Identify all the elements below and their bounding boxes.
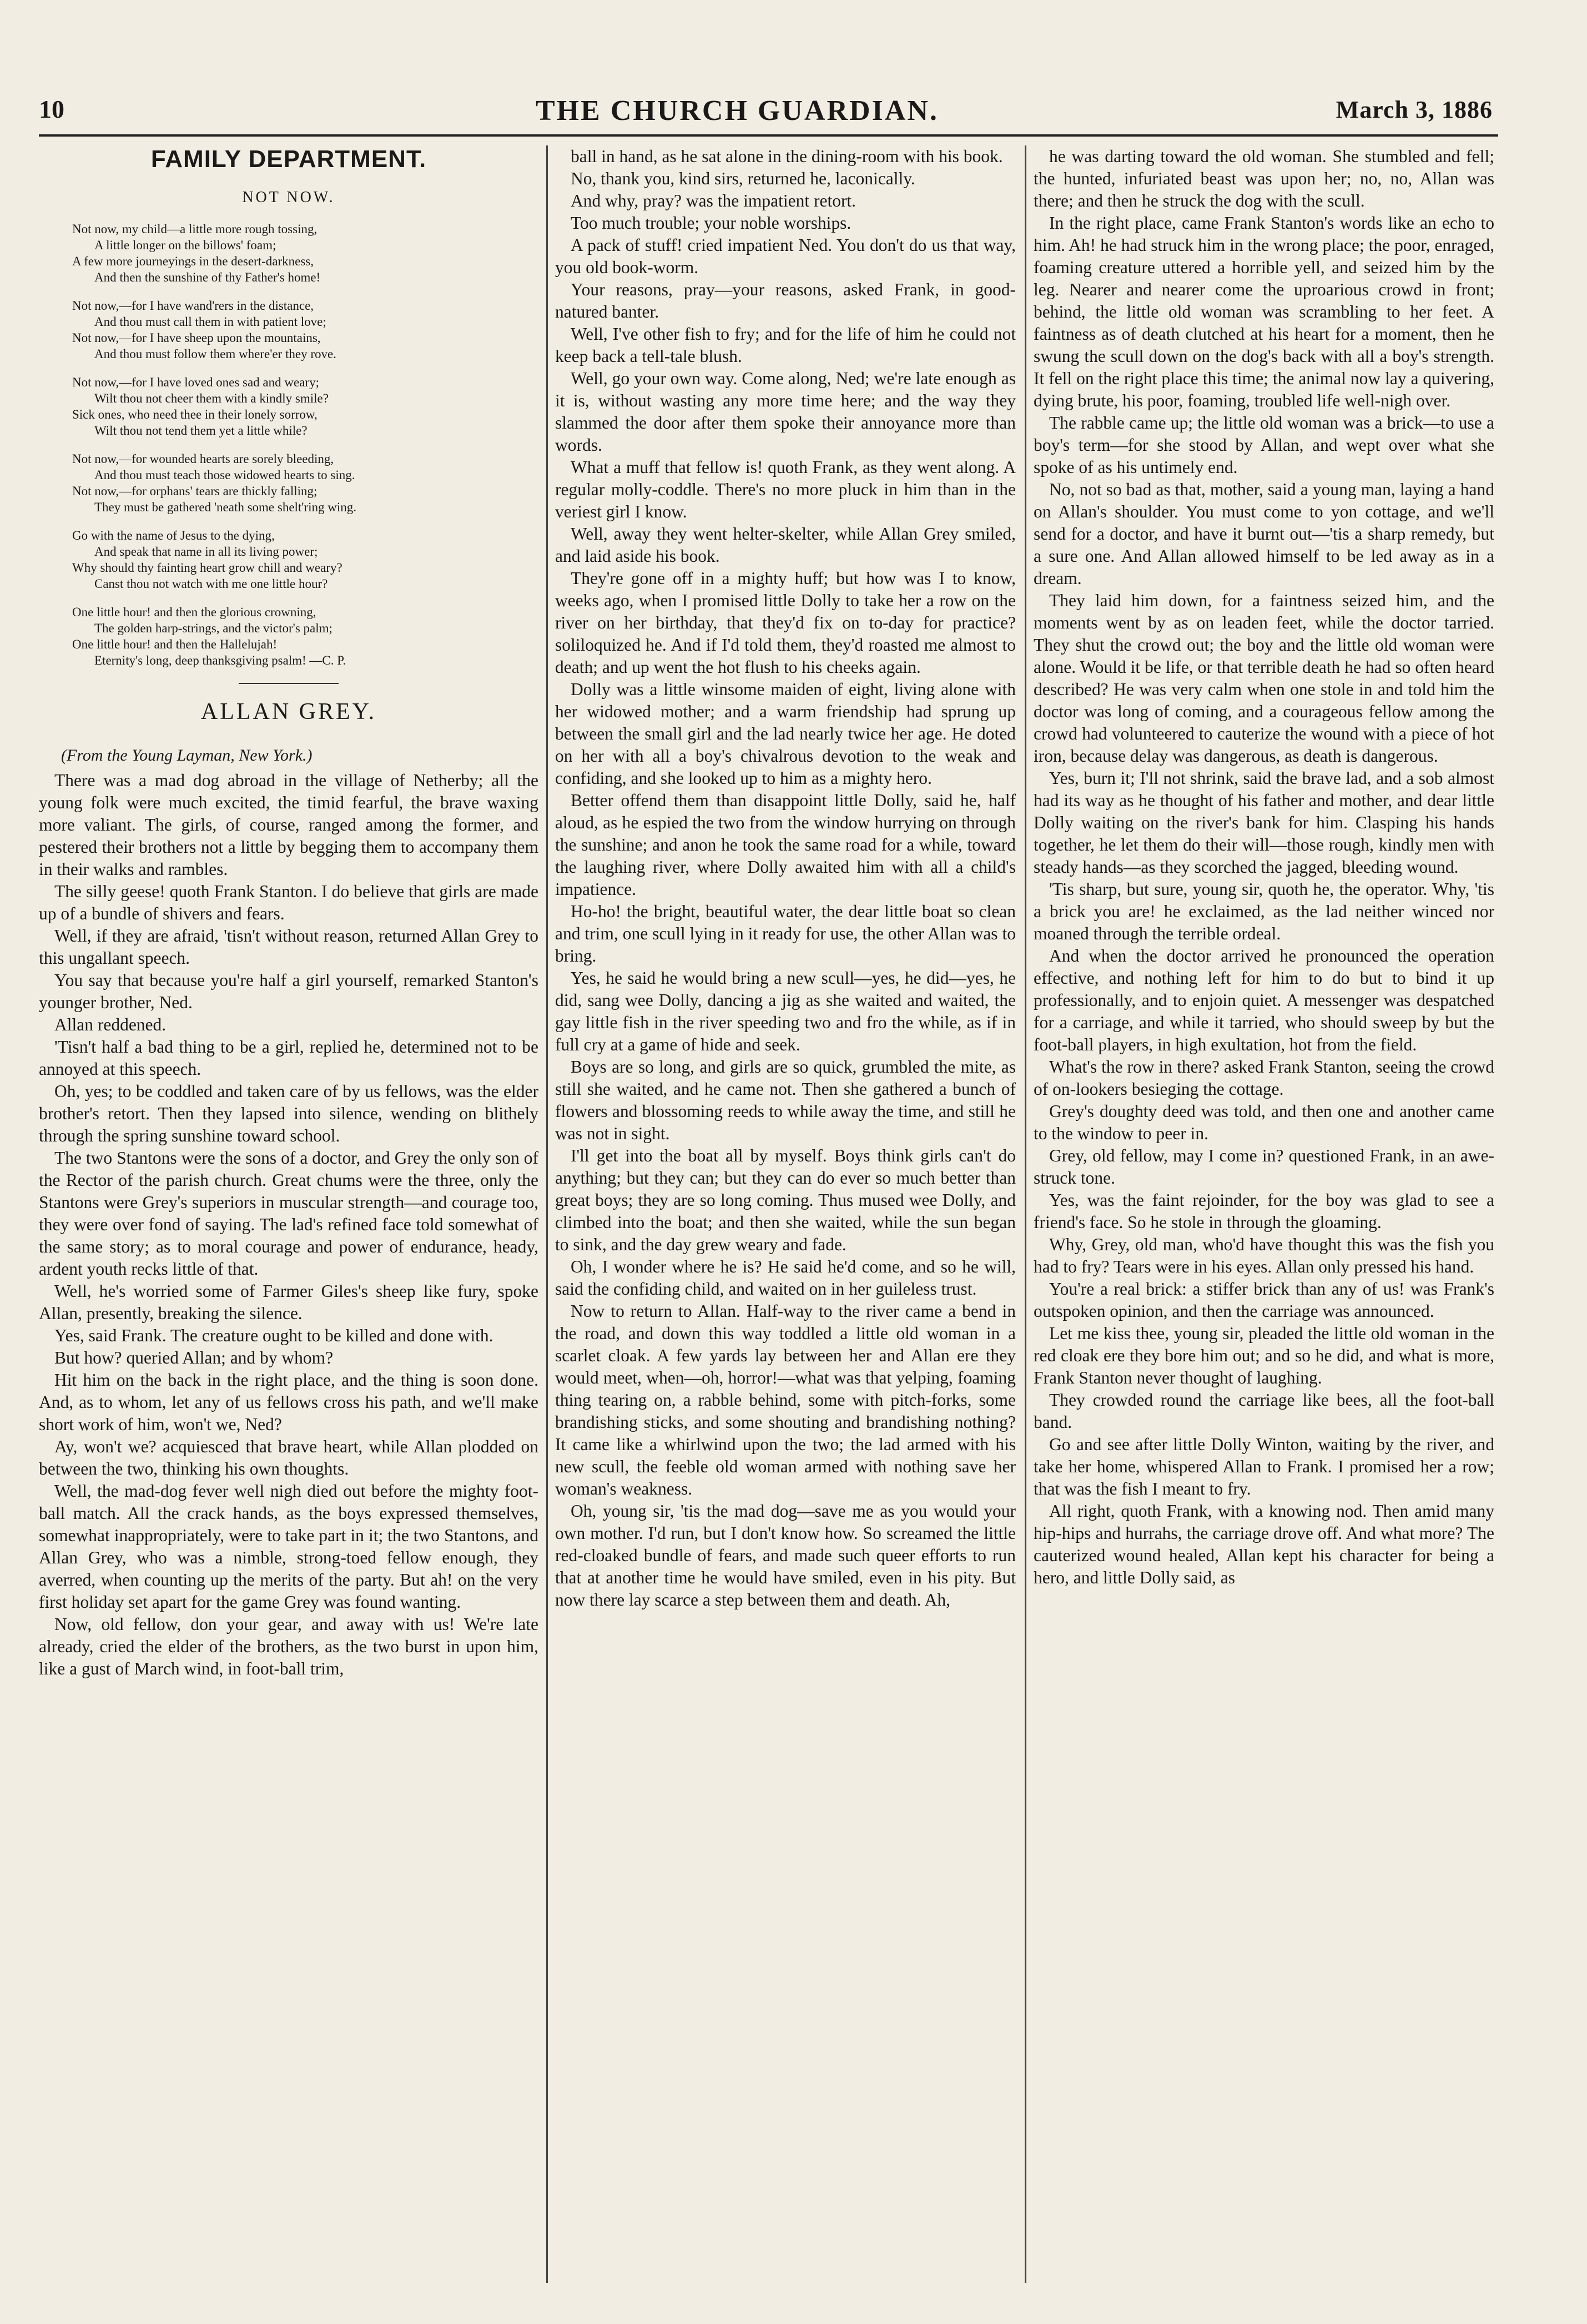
poem-line: Wilt thou not tend them yet a little while? xyxy=(94,424,308,437)
story-paragraph: Yes, burn it; I'll not shrink, said the brave lad, and a sob almost had its way as he thought of his father and mother, and dear little Dolly waiting on the river's bank for him. Clasping his hands together, he let them do their will—those rough, kindly men with steady hands—as they scorched the jagged, bleeding wound. xyxy=(1034,768,1494,877)
column-divider xyxy=(1025,145,1026,2283)
story-paragraph: Well, I've other fish to fry; and for the life of him he could not keep back a tell-tale blush. xyxy=(555,324,1016,366)
poem-line: Not now,—for orphans' tears are thickly falling; xyxy=(72,484,318,498)
masthead xyxy=(50,22,1493,105)
poem-line: And speak that name in all its living power; xyxy=(94,545,318,559)
story-paragraph: Ho-ho! the bright, beautiful water, the dear little boat so clean and trim, one scull lying in it ready for use, the other Allan was to bring. xyxy=(555,902,1016,965)
poem-stanza xyxy=(72,374,538,439)
column-1 xyxy=(39,145,538,2283)
story-paragraph: They're gone off in a mighty huff; but how was I to know, weeks ago, when I promised little Dolly to take her a row on the river on her birthday, that they'd fix on to-day for practice? soliloquized he. And if I'd told them, they'd roasted me almost to death; and up went the hot flush to his cheeks again. xyxy=(555,569,1016,677)
story-paragraph: Well, the mad-dog fever well nigh died out before the mighty foot-ball match. All the crack hands, as the boys expressed themselves, somewhat inappropriately, were to take part in it; the two Stantons, and Allan Grey, who was a nimble, strong-toed fellow enough, they averred, when counting up the merits of the party. But ah! on the very first holiday set apart for the game Grey was found wanting. xyxy=(39,1481,538,1612)
story-paragraph: They crowded round the carriage like bees, all the foot-ball band. xyxy=(1034,1390,1494,1432)
section-heading: FAMILY DEPARTMENT. xyxy=(150,145,427,173)
story-paragraph: And why, pray? was the impatient retort. xyxy=(571,191,857,210)
poem-line: The golden harp-strings, and the victor's palm; xyxy=(94,621,332,635)
story-paragraph: Well, away they went helter-skelter, while Allan Grey smiled, and laid aside his book. xyxy=(555,524,1016,566)
story-paragraph: ball in hand, as he sat alone in the dining-room with his book. xyxy=(571,147,1003,166)
story-paragraph: A pack of stuff! cried impatient Ned. You don't do us that way, you old book-worm. xyxy=(555,235,1016,277)
story-paragraph: Well, go your own way. Come along, Ned; we're late enough as it is, without wasting any more time here; and the way they slammed the door after them spoke their annoyance more than words. xyxy=(555,369,1016,455)
paper-title: THE CHURCH GUARDIAN. xyxy=(536,95,939,127)
header-rule xyxy=(39,134,1498,137)
story-paragraph: Dolly was a little winsome maiden of eight, living alone with her widowed mother; and a warm friendship had sprung up between the small girl and the lad nearly twice her age. He doted on her with all a boy's chivalrous devotion to the weak and confiding, and she looked up to him as a mighty hero. xyxy=(555,680,1016,788)
poem-line: Go with the name of Jesus to the dying, xyxy=(72,529,275,542)
poem xyxy=(39,221,538,668)
story-paragraph: What's the row in there? asked Frank Stanton, seeing the crowd of on-lookers besieging the cottage. xyxy=(1034,1057,1494,1099)
story-paragraph: I'll get into the boat all by myself. Boys think girls can't do anything; but they can; but they can do ever so much better than great boys; they are so long coming. Thus mused wee Dolly, and climbed into the boat; and then she waited, while the sun began to sink, and the day grew weary and fade. xyxy=(555,1146,1016,1254)
story-paragraph: No, thank you, kind sirs, returned he, laconically. xyxy=(571,169,915,188)
poem-line: Not now, my child—a little more rough tossing, xyxy=(72,222,318,236)
story-paragraph: he was darting toward the old woman. She stumbled and fell; the hunted, infuriated beast was upon her; no, no, Allan was there; and then he struck the dog with the scull. xyxy=(1034,147,1494,210)
story-text-col1 xyxy=(39,769,538,1680)
column-2 xyxy=(555,145,1016,2283)
story-paragraph: In the right place, came Frank Stanton's words like an echo to him. Ah! he had struck him in the wrong place; the poor, enraged, foaming creature uttered a horrible yell, and seized him by the leg. Nearer and nearer come the uproarious crowd in front; behind, the little old woman was scrambling to her feet. A faintness as of death clutched at his heart for a moment, then he swung the scull down on the dog's back with all a boy's strength. It fell on the right place this time; the animal now lay a quivering, dying brute, his poor, foaming, troubled life well-nigh over. xyxy=(1034,213,1494,410)
story-paragraph: No, not so bad as that, mother, said a young man, laying a hand on Allan's shoulder. You must come to yon cottage, and we'll send for a doctor, and have it burnt out—'tis a sharp remedy, but a sure one. And Allan allowed himself to be led away as in a dream. xyxy=(1034,480,1494,588)
story-paragraph: Oh, young sir, 'tis the mad dog—save me as you would your own mother. I'd run, but I don't know how. So screamed the little red-cloaked bundle of fears, and made such queer efforts to run that at another time he would have smiled, even in his pity. But now there lay scarce a step between them and death. Ah, xyxy=(555,1501,1016,1609)
poem-stanza xyxy=(72,451,538,515)
poem-line: Wilt thou not cheer them with a kindly smile? xyxy=(94,391,329,405)
poem-line: Not now,—for I have loved ones sad and weary; xyxy=(72,375,319,389)
poem-line: And thou must follow them where'er they rove. xyxy=(94,347,336,361)
story-paragraph: Now, old fellow, don your gear, and away with us! We're late already, cried the elder of the brothers, as the two burst in upon him, like a gust of March wind, in foot-ball trim, xyxy=(39,1614,538,1678)
poem-line: And thou must call them in with patient love; xyxy=(94,315,326,329)
story-source: (From the Young Layman, New York.) xyxy=(61,746,313,764)
story-paragraph: And when the doctor arrived he pronounced the operation effective, and nothing left for him to do but to bind it up professionally, and to enjoin quiet. A messenger was despatched for a carriage, and while it tarried, who should sweep by but the foot-ball players, in high exultation, hot from the field. xyxy=(1034,946,1494,1054)
column-divider xyxy=(546,145,548,2283)
poem-line: Not now,—for I have sheep upon the mountains, xyxy=(72,331,321,345)
story-paragraph: But how? queried Allan; and by whom? xyxy=(54,1348,334,1367)
story-paragraph: Grey's doughty deed was told, and then one and another came to the window to peer in. xyxy=(1034,1101,1494,1143)
story-text-col2 xyxy=(555,145,1016,1611)
story-paragraph: Too much trouble; your noble worships. xyxy=(571,213,852,233)
poem-line: A few more journeyings in the desert-darkness, xyxy=(72,254,314,268)
poem-line: Why should thy fainting heart grow chill and weary? xyxy=(72,561,342,575)
story-paragraph: You say that because you're half a girl yourself, remarked Stanton's younger brother, Ned. xyxy=(39,970,538,1012)
divider xyxy=(239,683,339,684)
story-paragraph: Well, he's worried some of Farmer Giles's sheep like fury, spoke Allan, presently, breaking the silence. xyxy=(39,1281,538,1323)
page-number: 10 xyxy=(39,95,64,123)
poem-line: Not now,—for I have wand'rers in the distance, xyxy=(72,299,314,313)
poem-stanza xyxy=(72,527,538,592)
story-paragraph: Your reasons, pray—your reasons, asked Frank, in good-natured banter. xyxy=(555,280,1016,321)
poem-title: NOT NOW. xyxy=(242,189,335,206)
story-paragraph: Yes, said Frank. The creature ought to be killed and done with. xyxy=(54,1326,493,1345)
story-paragraph: All right, quoth Frank, with a knowing nod. Then amid many hip-hips and hurrahs, the carriage drove off. And what more? The cauterized wound healed, Allan kept his character for being a hero, and little Dolly said, as xyxy=(1034,1501,1494,1587)
story-paragraph: Allan reddened. xyxy=(54,1015,167,1034)
poem-line: Canst thou not watch with me one little hour? xyxy=(94,577,328,591)
story-paragraph: Go and see after little Dolly Winton, waiting by the river, and take her home, whispered Allan to Frank. I promised her a row; that was the fish I meant to fry. xyxy=(1034,1435,1494,1498)
poem-line: And thou must teach those widowed hearts to sing. xyxy=(94,468,355,482)
story-paragraph: The silly geese! quoth Frank Stanton. I do believe that girls are made up of a bundle of shivers and fears. xyxy=(39,882,538,923)
poem-line: And then the sunshine of thy Father's home! xyxy=(94,270,321,284)
story-paragraph: Let me kiss thee, young sir, pleaded the little old woman in the red cloak ere they bore him out; and so he did, and what is more, Frank Stanton never thought of laughing. xyxy=(1034,1324,1494,1387)
poem-stanza xyxy=(72,221,538,285)
poem-line: They must be gathered 'neath some shelt'ring wing. xyxy=(94,500,357,514)
story-paragraph: The rabble came up; the little old woman was a brick—to use a boy's term—for she stood by Allan, and wept over what she spoke of as his untimely end. xyxy=(1034,413,1494,477)
story-paragraph: Boys are so long, and girls are so quick, grumbled the mite, as still she waited, and he came not. Then she gathered a bunch of flowers and blossoming reeds to while away the time, and still he was not in sight. xyxy=(555,1057,1016,1143)
story-paragraph: Yes, was the faint rejoinder, for the boy was glad to see a friend's face. So he stole in through the gloaming. xyxy=(1034,1190,1494,1232)
poem-stanza xyxy=(72,604,538,668)
story-paragraph: Yes, he said he would bring a new scull—yes, he did—yes, he did, sang wee Dolly, dancing a jig as she waited and waited, the gay little fish in the river speeding two and fro the while, as if in full cry at a game of hide and seek. xyxy=(555,968,1016,1054)
poem-line: Sick ones, who need thee in their lonely sorrow, xyxy=(72,408,318,421)
story-paragraph: Ay, won't we? acquiesced that brave heart, while Allan plodded on between the two, thinking his own thoughts. xyxy=(39,1437,538,1478)
story-paragraph: The two Stantons were the sons of a doctor, and Grey the only son of the Rector of the parish church. Great chums were the three, only the Stantons were Grey's superiors in muscular strength—and courage too, they were over fond of saying. The lad's refined face told somewhat of the same story; as to moral courage and power of endurance, heady, ardent youth recks little of that. xyxy=(39,1148,538,1279)
story-paragraph: Grey, old fellow, may I come in? questioned Frank, in an awe-struck tone. xyxy=(1034,1146,1494,1188)
story-paragraph: There was a mad dog abroad in the village of Netherby; all the young folk were much excited, the timid fearful, the brave waxing more valiant. The girls, of course, ranged among the former, and pestered their brothers not a little by begging them to accompany them in their walks and rambles. xyxy=(39,771,538,879)
story-paragraph: Better offend them than disappoint little Dolly, said he, half aloud, as he espied the two from the window hurrying on through the sunshine; and anon he took the same road for a while, toward the laughing river, where Dolly awaited him with all a child's impatience. xyxy=(555,791,1016,899)
story-text-col3 xyxy=(1034,145,1494,1589)
story-paragraph: 'Tis sharp, but sure, young sir, quoth he, the operator. Why, 'tis a brick you are! he exclaimed, as the lad neither winced nor moaned through the terrible ordeal. xyxy=(1034,879,1494,943)
story-paragraph: Hit him on the back in the right place, and the thing is soon done. And, as to whom, let any of us fellows cross his path, and we'll make short work of him, won't we, Ned? xyxy=(39,1370,538,1434)
poem-line: Eternity's long, deep thanksgiving psalm! —C. P. xyxy=(94,653,346,667)
story-paragraph: Now to return to Allan. Half-way to the river came a bend in the road, and down this way toddled a little old woman in a scarlet cloak. A few yards lay between her and Allan ere they would meet, when—oh, horror!—what was that yelping, foaming thing tearing on, a rabble behind, some with pitch-forks, some brandishing sticks, and some shouting and brandishing nothing? It came like a whirlwind upon the two; the lad armed with his new scull, the feeble old woman armed with nothing save her woman's weakness. xyxy=(555,1301,1016,1498)
story-paragraph: What a muff that fellow is! quoth Frank, as they went along. A regular molly-coddle. There's no more pluck in him than in the veriest girl I know. xyxy=(555,457,1016,521)
story-paragraph: You're a real brick: a stiffer brick than any of us! was Frank's outspoken opinion, and then the carriage was announced. xyxy=(1034,1279,1494,1321)
poem-line: A little longer on the billows' foam; xyxy=(94,238,276,252)
poem-line: One little hour! and then the glorious crowning, xyxy=(72,605,316,619)
story-title: ALLAN GREY. xyxy=(200,699,377,725)
story-paragraph: Well, if they are afraid, 'tisn't without reason, returned Allan Grey to this ungallant speech. xyxy=(39,926,538,968)
column-3 xyxy=(1034,145,1494,2283)
story-paragraph: Oh, yes; to be coddled and taken care of by us fellows, was the elder brother's retort. Then they lapsed into silence, wending on blithely through the spring sunshine toward school. xyxy=(39,1081,538,1145)
story-paragraph: Why, Grey, old man, who'd have thought this was the fish you had to fry? Tears were in his eyes. Allan only pressed his hand. xyxy=(1034,1235,1494,1276)
poem-line: One little hour! and then the Hallelujah! xyxy=(72,637,278,651)
poem-line: Not now,—for wounded hearts are sorely bleeding, xyxy=(72,452,334,466)
issue-date: March 3, 1886 xyxy=(1336,96,1493,123)
story-paragraph: Oh, I wonder where he is? He said he'd come, and so he will, said the confiding child, and waited on in her guileless trust. xyxy=(555,1257,1016,1299)
story-paragraph: 'Tisn't half a bad thing to be a girl, replied he, determined not to be annoyed at this speech. xyxy=(39,1037,538,1079)
poem-stanza xyxy=(72,298,538,362)
story-paragraph: They laid him down, for a faintness seized him, and the moments went by as on leaden feet, while the doctor tarried. They shut the crowd out; the boy and the little old woman were alone. Would it be life, or that terrible death he had so often heard described? He was very calm when one stole in and told him the doctor was long of coming, and a courageous fellow among the crowd had volunteered to cauterize the wound with a piece of hot iron, because delay was dangerous, as death is dangerous. xyxy=(1034,591,1494,766)
